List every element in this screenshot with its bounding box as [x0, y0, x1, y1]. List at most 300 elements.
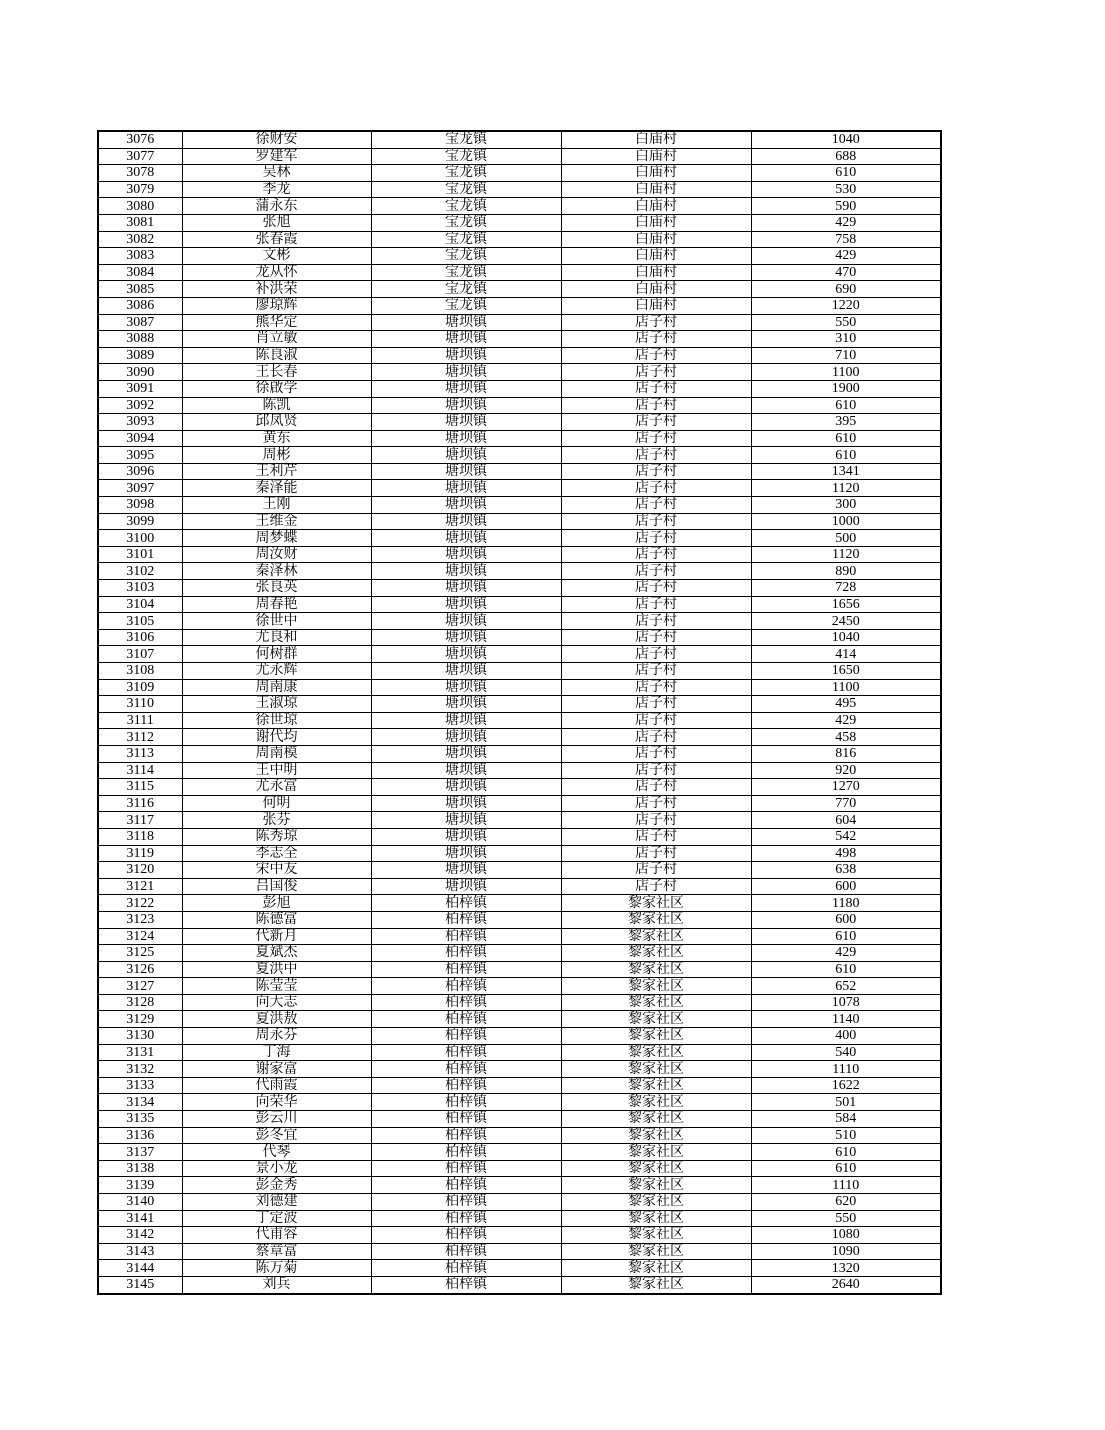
- name-cell: 张芬: [182, 812, 371, 829]
- town-cell: 塘坝镇: [371, 347, 561, 364]
- name-cell: 徐财安: [182, 131, 371, 148]
- table-body: [98, 131, 941, 1294]
- table-row: [98, 198, 941, 215]
- name-cell: 周春艳: [182, 596, 371, 613]
- serial-number-cell: 3126: [98, 961, 182, 978]
- serial-number-cell: 3133: [98, 1077, 182, 1094]
- name-cell: 代雨霞: [182, 1077, 371, 1094]
- table-row: [98, 331, 941, 348]
- table-row: [98, 231, 941, 248]
- name-cell: 吕国俊: [182, 878, 371, 895]
- amount-cell: 429: [751, 712, 941, 729]
- town-cell: 柏梓镇: [371, 1111, 561, 1128]
- town-cell: 塘坝镇: [371, 828, 561, 845]
- name-cell: 陈良淑: [182, 347, 371, 364]
- village-cell: 黎家社区: [561, 1177, 751, 1194]
- table-row: [98, 596, 941, 613]
- table-row: [98, 1177, 941, 1194]
- name-cell: 徐世中: [182, 613, 371, 630]
- amount-cell: 1650: [751, 663, 941, 680]
- village-cell: 白庙村: [561, 281, 751, 298]
- town-cell: 柏梓镇: [371, 1144, 561, 1161]
- name-cell: 何树群: [182, 646, 371, 663]
- serial-number-cell: 3096: [98, 463, 182, 480]
- town-cell: 柏梓镇: [371, 895, 561, 912]
- amount-cell: 310: [751, 331, 941, 348]
- serial-number-cell: 3129: [98, 1011, 182, 1028]
- table-row: [98, 828, 941, 845]
- amount-cell: 600: [751, 911, 941, 928]
- serial-number-cell: 3135: [98, 1111, 182, 1128]
- name-cell: 李龙: [182, 181, 371, 198]
- town-cell: 塘坝镇: [371, 546, 561, 563]
- serial-number-cell: 3145: [98, 1276, 182, 1293]
- name-cell: 周梦蝶: [182, 530, 371, 547]
- table-row: [98, 281, 941, 298]
- town-cell: 柏梓镇: [371, 1194, 561, 1211]
- amount-cell: 604: [751, 812, 941, 829]
- town-cell: 塘坝镇: [371, 596, 561, 613]
- name-cell: 丁海: [182, 1044, 371, 1061]
- table-row: [98, 679, 941, 696]
- name-cell: 景小龙: [182, 1160, 371, 1177]
- table-row: [98, 1061, 941, 1078]
- serial-number-cell: 3102: [98, 563, 182, 580]
- town-cell: 柏梓镇: [371, 978, 561, 995]
- village-cell: 黎家社区: [561, 945, 751, 962]
- table-row: [98, 297, 941, 314]
- serial-number-cell: 3120: [98, 862, 182, 879]
- village-cell: 店子村: [561, 546, 751, 563]
- amount-cell: 1100: [751, 679, 941, 696]
- village-cell: 白庙村: [561, 181, 751, 198]
- name-cell: 代甫容: [182, 1227, 371, 1244]
- name-cell: 吴林: [182, 165, 371, 182]
- town-cell: 塘坝镇: [371, 613, 561, 630]
- table-row: [98, 463, 941, 480]
- serial-number-cell: 3132: [98, 1061, 182, 1078]
- table-row: [98, 546, 941, 563]
- serial-number-cell: 3099: [98, 513, 182, 530]
- name-cell: 夏洪敖: [182, 1011, 371, 1028]
- table-row: [98, 1011, 941, 1028]
- amount-cell: 610: [751, 430, 941, 447]
- amount-cell: 1622: [751, 1077, 941, 1094]
- name-cell: 补洪荣: [182, 281, 371, 298]
- village-cell: 店子村: [561, 812, 751, 829]
- village-cell: 店子村: [561, 347, 751, 364]
- village-cell: 店子村: [561, 563, 751, 580]
- village-cell: 黎家社区: [561, 928, 751, 945]
- amount-cell: 429: [751, 945, 941, 962]
- village-cell: 黎家社区: [561, 911, 751, 928]
- serial-number-cell: 3081: [98, 214, 182, 231]
- amount-cell: 1040: [751, 629, 941, 646]
- amount-cell: 550: [751, 314, 941, 331]
- town-cell: 宝龙镇: [371, 214, 561, 231]
- village-cell: 店子村: [561, 463, 751, 480]
- serial-number-cell: 3143: [98, 1243, 182, 1260]
- table-row: [98, 629, 941, 646]
- name-cell: 徐世琼: [182, 712, 371, 729]
- village-cell: 白庙村: [561, 165, 751, 182]
- village-cell: 店子村: [561, 729, 751, 746]
- amount-cell: 1110: [751, 1177, 941, 1194]
- town-cell: 塘坝镇: [371, 447, 561, 464]
- amount-cell: 500: [751, 530, 941, 547]
- town-cell: 宝龙镇: [371, 198, 561, 215]
- serial-number-cell: 3085: [98, 281, 182, 298]
- serial-number-cell: 3139: [98, 1177, 182, 1194]
- amount-cell: 770: [751, 795, 941, 812]
- town-cell: 塘坝镇: [371, 513, 561, 530]
- amount-cell: 300: [751, 497, 941, 514]
- town-cell: 塘坝镇: [371, 878, 561, 895]
- name-cell: 宋中友: [182, 862, 371, 879]
- village-cell: 黎家社区: [561, 978, 751, 995]
- village-cell: 店子村: [561, 712, 751, 729]
- town-cell: 塘坝镇: [371, 580, 561, 597]
- village-cell: 店子村: [561, 878, 751, 895]
- village-cell: 店子村: [561, 696, 751, 713]
- town-cell: 塘坝镇: [371, 729, 561, 746]
- name-cell: 刘兵: [182, 1276, 371, 1293]
- amount-cell: 1120: [751, 546, 941, 563]
- amount-cell: 540: [751, 1044, 941, 1061]
- village-cell: 店子村: [561, 862, 751, 879]
- town-cell: 柏梓镇: [371, 1011, 561, 1028]
- table-row: [98, 1077, 941, 1094]
- serial-number-cell: 3117: [98, 812, 182, 829]
- town-cell: 柏梓镇: [371, 1177, 561, 1194]
- data-table: [97, 130, 942, 1295]
- serial-number-cell: 3094: [98, 430, 182, 447]
- amount-cell: 688: [751, 148, 941, 165]
- serial-number-cell: 3087: [98, 314, 182, 331]
- village-cell: 白庙村: [561, 297, 751, 314]
- table-row: [98, 1144, 941, 1161]
- table-row: [98, 264, 941, 281]
- serial-number-cell: 3119: [98, 845, 182, 862]
- table-row: [98, 148, 941, 165]
- amount-cell: 498: [751, 845, 941, 862]
- town-cell: 塘坝镇: [371, 463, 561, 480]
- table-row: [98, 181, 941, 198]
- village-cell: 白庙村: [561, 214, 751, 231]
- village-cell: 店子村: [561, 314, 751, 331]
- serial-number-cell: 3079: [98, 181, 182, 198]
- amount-cell: 1110: [751, 1061, 941, 1078]
- town-cell: 塘坝镇: [371, 530, 561, 547]
- town-cell: 塘坝镇: [371, 845, 561, 862]
- serial-number-cell: 3092: [98, 397, 182, 414]
- amount-cell: 1656: [751, 596, 941, 613]
- serial-number-cell: 3130: [98, 1028, 182, 1045]
- serial-number-cell: 3138: [98, 1160, 182, 1177]
- table-row: [98, 878, 941, 895]
- village-cell: 黎家社区: [561, 1028, 751, 1045]
- table-row: [98, 214, 941, 231]
- town-cell: 宝龙镇: [371, 248, 561, 265]
- table-row: [98, 663, 941, 680]
- amount-cell: 400: [751, 1028, 941, 1045]
- village-cell: 店子村: [561, 613, 751, 630]
- village-cell: 白庙村: [561, 231, 751, 248]
- table-row: [98, 1260, 941, 1277]
- amount-cell: 1220: [751, 297, 941, 314]
- town-cell: 塘坝镇: [371, 745, 561, 762]
- table-row: [98, 1111, 941, 1128]
- serial-number-cell: 3106: [98, 629, 182, 646]
- table-row: [98, 447, 941, 464]
- table-row: [98, 845, 941, 862]
- town-cell: 塘坝镇: [371, 380, 561, 397]
- village-cell: 黎家社区: [561, 1260, 751, 1277]
- village-cell: 店子村: [561, 364, 751, 381]
- serial-number-cell: 3128: [98, 994, 182, 1011]
- name-cell: 罗建军: [182, 148, 371, 165]
- table-row: [98, 729, 941, 746]
- village-cell: 黎家社区: [561, 1194, 751, 1211]
- amount-cell: 1080: [751, 1227, 941, 1244]
- serial-number-cell: 3113: [98, 745, 182, 762]
- table-row: [98, 928, 941, 945]
- amount-cell: 610: [751, 397, 941, 414]
- amount-cell: 590: [751, 198, 941, 215]
- town-cell: 宝龙镇: [371, 231, 561, 248]
- village-cell: 黎家社区: [561, 1111, 751, 1128]
- name-cell: 秦泽能: [182, 480, 371, 497]
- amount-cell: 600: [751, 878, 941, 895]
- village-cell: 黎家社区: [561, 1011, 751, 1028]
- name-cell: 彭金秀: [182, 1177, 371, 1194]
- amount-cell: 1120: [751, 480, 941, 497]
- town-cell: 塘坝镇: [371, 795, 561, 812]
- amount-cell: 414: [751, 646, 941, 663]
- village-cell: 店子村: [561, 480, 751, 497]
- name-cell: 徐啟学: [182, 380, 371, 397]
- serial-number-cell: 3095: [98, 447, 182, 464]
- village-cell: 店子村: [561, 679, 751, 696]
- serial-number-cell: 3076: [98, 131, 182, 148]
- town-cell: 宝龙镇: [371, 148, 561, 165]
- town-cell: 柏梓镇: [371, 1044, 561, 1061]
- name-cell: 彭冬宜: [182, 1127, 371, 1144]
- amount-cell: 470: [751, 264, 941, 281]
- serial-number-cell: 3082: [98, 231, 182, 248]
- serial-number-cell: 3123: [98, 911, 182, 928]
- serial-number-cell: 3110: [98, 696, 182, 713]
- amount-cell: 429: [751, 214, 941, 231]
- amount-cell: 1140: [751, 1011, 941, 1028]
- serial-number-cell: 3109: [98, 679, 182, 696]
- name-cell: 夏洪中: [182, 961, 371, 978]
- name-cell: 刘德建: [182, 1194, 371, 1211]
- table-row: [98, 1127, 941, 1144]
- name-cell: 邱凤贤: [182, 414, 371, 431]
- town-cell: 塘坝镇: [371, 646, 561, 663]
- village-cell: 黎家社区: [561, 1044, 751, 1061]
- name-cell: 王中明: [182, 762, 371, 779]
- serial-number-cell: 3084: [98, 264, 182, 281]
- village-cell: 店子村: [561, 580, 751, 597]
- name-cell: 向荣华: [182, 1094, 371, 1111]
- table-row: [98, 497, 941, 514]
- village-cell: 黎家社区: [561, 1276, 751, 1293]
- table-row: [98, 762, 941, 779]
- name-cell: 彭云川: [182, 1111, 371, 1128]
- amount-cell: 652: [751, 978, 941, 995]
- town-cell: 柏梓镇: [371, 1160, 561, 1177]
- town-cell: 塘坝镇: [371, 812, 561, 829]
- table-row: [98, 1160, 941, 1177]
- name-cell: 周汝财: [182, 546, 371, 563]
- amount-cell: 510: [751, 1127, 941, 1144]
- serial-number-cell: 3091: [98, 380, 182, 397]
- town-cell: 塘坝镇: [371, 679, 561, 696]
- amount-cell: 2450: [751, 613, 941, 630]
- amount-cell: 1078: [751, 994, 941, 1011]
- serial-number-cell: 3140: [98, 1194, 182, 1211]
- town-cell: 塘坝镇: [371, 364, 561, 381]
- name-cell: 王利芹: [182, 463, 371, 480]
- amount-cell: 610: [751, 928, 941, 945]
- amount-cell: 920: [751, 762, 941, 779]
- town-cell: 塘坝镇: [371, 480, 561, 497]
- table-row: [98, 347, 941, 364]
- village-cell: 店子村: [561, 414, 751, 431]
- table-row: [98, 414, 941, 431]
- amount-cell: 584: [751, 1111, 941, 1128]
- village-cell: 店子村: [561, 596, 751, 613]
- table-row: [98, 314, 941, 331]
- table-row: [98, 994, 941, 1011]
- serial-number-cell: 3124: [98, 928, 182, 945]
- town-cell: 塘坝镇: [371, 663, 561, 680]
- serial-number-cell: 3108: [98, 663, 182, 680]
- name-cell: 王刚: [182, 497, 371, 514]
- town-cell: 塘坝镇: [371, 314, 561, 331]
- village-cell: 店子村: [561, 779, 751, 796]
- serial-number-cell: 3121: [98, 878, 182, 895]
- amount-cell: 1100: [751, 364, 941, 381]
- town-cell: 塘坝镇: [371, 779, 561, 796]
- village-cell: 店子村: [561, 828, 751, 845]
- village-cell: 白庙村: [561, 248, 751, 265]
- amount-cell: 1900: [751, 380, 941, 397]
- town-cell: 塘坝镇: [371, 430, 561, 447]
- name-cell: 尤永富: [182, 779, 371, 796]
- town-cell: 柏梓镇: [371, 1061, 561, 1078]
- table-row: [98, 1243, 941, 1260]
- serial-number-cell: 3137: [98, 1144, 182, 1161]
- table-row: [98, 1276, 941, 1293]
- town-cell: 柏梓镇: [371, 928, 561, 945]
- name-cell: 肖立敏: [182, 331, 371, 348]
- table-row: [98, 131, 941, 148]
- table-row: [98, 961, 941, 978]
- village-cell: 店子村: [561, 430, 751, 447]
- amount-cell: 1000: [751, 513, 941, 530]
- serial-number-cell: 3125: [98, 945, 182, 962]
- town-cell: 柏梓镇: [371, 911, 561, 928]
- table-row: [98, 779, 941, 796]
- table-row: [98, 563, 941, 580]
- serial-number-cell: 3142: [98, 1227, 182, 1244]
- amount-cell: 1090: [751, 1243, 941, 1260]
- amount-cell: 620: [751, 1194, 941, 1211]
- amount-cell: 610: [751, 165, 941, 182]
- village-cell: 黎家社区: [561, 961, 751, 978]
- serial-number-cell: 3100: [98, 530, 182, 547]
- town-cell: 塘坝镇: [371, 762, 561, 779]
- table-row: [98, 696, 941, 713]
- table-row: [98, 745, 941, 762]
- amount-cell: 890: [751, 563, 941, 580]
- serial-number-cell: 3097: [98, 480, 182, 497]
- town-cell: 柏梓镇: [371, 1028, 561, 1045]
- serial-number-cell: 3078: [98, 165, 182, 182]
- name-cell: 丁定波: [182, 1210, 371, 1227]
- amount-cell: 1180: [751, 895, 941, 912]
- village-cell: 黎家社区: [561, 994, 751, 1011]
- village-cell: 黎家社区: [561, 1160, 751, 1177]
- village-cell: 店子村: [561, 646, 751, 663]
- village-cell: 店子村: [561, 397, 751, 414]
- town-cell: 宝龙镇: [371, 297, 561, 314]
- serial-number-cell: 3080: [98, 198, 182, 215]
- name-cell: 陈德富: [182, 911, 371, 928]
- table-row: [98, 380, 941, 397]
- village-cell: 白庙村: [561, 148, 751, 165]
- serial-number-cell: 3118: [98, 828, 182, 845]
- village-cell: 白庙村: [561, 131, 751, 148]
- serial-number-cell: 3104: [98, 596, 182, 613]
- name-cell: 陈莹莹: [182, 978, 371, 995]
- name-cell: 蒲永东: [182, 198, 371, 215]
- town-cell: 塘坝镇: [371, 862, 561, 879]
- village-cell: 黎家社区: [561, 1127, 751, 1144]
- name-cell: 夏斌杰: [182, 945, 371, 962]
- name-cell: 龙从怀: [182, 264, 371, 281]
- amount-cell: 610: [751, 961, 941, 978]
- table-row: [98, 978, 941, 995]
- amount-cell: 395: [751, 414, 941, 431]
- town-cell: 塘坝镇: [371, 497, 561, 514]
- name-cell: 文彬: [182, 248, 371, 265]
- name-cell: 蔡章富: [182, 1243, 371, 1260]
- serial-number-cell: 3141: [98, 1210, 182, 1227]
- serial-number-cell: 3116: [98, 795, 182, 812]
- amount-cell: 1341: [751, 463, 941, 480]
- town-cell: 柏梓镇: [371, 1077, 561, 1094]
- town-cell: 宝龙镇: [371, 181, 561, 198]
- town-cell: 宝龙镇: [371, 264, 561, 281]
- name-cell: 彭旭: [182, 895, 371, 912]
- table-row: [98, 480, 941, 497]
- name-cell: 周南康: [182, 679, 371, 696]
- serial-number-cell: 3136: [98, 1127, 182, 1144]
- village-cell: 店子村: [561, 447, 751, 464]
- village-cell: 店子村: [561, 629, 751, 646]
- serial-number-cell: 3090: [98, 364, 182, 381]
- village-cell: 店子村: [561, 331, 751, 348]
- amount-cell: 610: [751, 1144, 941, 1161]
- table-row: [98, 530, 941, 547]
- village-cell: 黎家社区: [561, 1243, 751, 1260]
- table-row: [98, 911, 941, 928]
- town-cell: 柏梓镇: [371, 1210, 561, 1227]
